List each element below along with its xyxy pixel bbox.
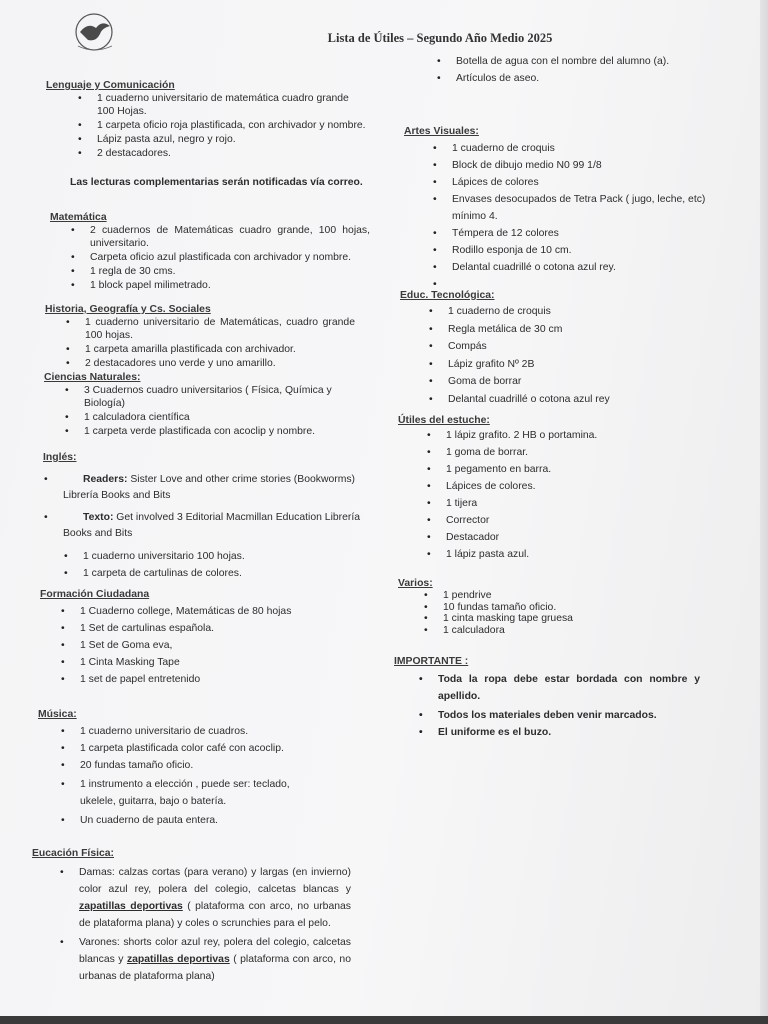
top-items-list bbox=[456, 55, 736, 89]
list-item: • 1 carpeta verde plastificada con acoclip y nombre. bbox=[84, 425, 354, 438]
list-item: • 2 cuadernos de Matemáticas cuadro grande, 100 hojas, universitario. bbox=[90, 224, 370, 250]
section-heading: Ciencias Naturales: bbox=[44, 372, 141, 383]
list-item: • Delantal cuadrillé o cotona azul rey. bbox=[452, 259, 724, 276]
list-item: • Compás bbox=[448, 338, 720, 356]
list-item: • Block de dibujo medio N0 99 1/8 bbox=[452, 157, 724, 174]
list-item: • Lápices de colores bbox=[452, 174, 724, 191]
section-artes bbox=[404, 125, 724, 293]
table-surface-edge bbox=[0, 1016, 768, 1024]
list-item: • 1 regla de 30 cms. bbox=[90, 265, 370, 278]
list-item: • 1 cuaderno universitario de cuadros. bbox=[80, 725, 358, 738]
section-heading: Lenguaje y Comunicación bbox=[46, 80, 175, 91]
list-item: • Un cuaderno de pauta entera. bbox=[80, 814, 358, 827]
list-item: • 1 lápiz pasta azul. bbox=[446, 546, 718, 563]
list-item: • 10 fundas tamaño oficio. bbox=[443, 602, 718, 614]
list-item: • Envases desocupados de Tetra Pack ( jugo, leche, etc) mínimo 4. bbox=[452, 191, 720, 225]
list-item-damas bbox=[79, 864, 351, 932]
texto-text: Get involved 3 Editorial Macmillan Education Librería Books and Bits bbox=[63, 512, 361, 539]
readers-item bbox=[63, 472, 388, 504]
list-item: • 1 carpeta oficio roja plastificada, con archivador y nombre. bbox=[97, 119, 366, 132]
list-item: • Rodillo esponja de 10 cm. bbox=[452, 242, 724, 259]
section-educacion-fisica bbox=[32, 847, 362, 985]
list-item: • 1 block papel milimetrado. bbox=[90, 279, 370, 292]
list-item: • Témpera de 12 colores bbox=[452, 225, 724, 242]
list-item: • 3 Cuadernos cuadro universitarios ( Física, Química y Biología) bbox=[84, 384, 354, 410]
list-item: • Destacador bbox=[446, 529, 718, 546]
item-list bbox=[452, 140, 724, 293]
readers-text: Sister Love and other crime stories (Bookworms) Librería Books and Bits bbox=[63, 474, 356, 501]
readers-label: Readers: bbox=[83, 474, 128, 485]
list-item: • 1 cuaderno de croquis bbox=[448, 303, 720, 321]
damas-text: Damas: calzas cortas (para verano) y largas (en invierno) color azul rey, polera del colegio, calcetas blancas y bbox=[79, 867, 351, 895]
section-heading: Matemática bbox=[50, 212, 107, 223]
section-heading: Formación Ciudadana bbox=[40, 589, 150, 600]
zapatillas-link: zapatillas deportivas bbox=[126, 954, 230, 965]
list-item: • Toda la ropa debe estar bordada con nombre y apellido. bbox=[438, 671, 700, 705]
list-item: • 2 destacadores uno verde y uno amarillo. bbox=[85, 357, 355, 370]
list-item: • 1 carpeta plastificada color café con acoclip. bbox=[80, 742, 358, 755]
list-item: • 2 destacadores. bbox=[97, 147, 366, 160]
item-list bbox=[90, 224, 370, 292]
section-ingles bbox=[43, 451, 388, 584]
list-item-varones bbox=[79, 934, 351, 985]
list-item: • 1 Set de Goma eva, bbox=[80, 639, 360, 652]
list-item: • Carpeta oficio azul plastificada con archivador y nombre. bbox=[90, 251, 370, 264]
section-heading: Eucación Física: bbox=[32, 848, 114, 859]
item-list bbox=[97, 92, 366, 160]
list-item: • 1 carpeta amarilla plastificada con archivador. bbox=[85, 343, 355, 356]
list-item: • Regla metálica de 30 cm bbox=[448, 321, 720, 339]
list-item: • 1 cuaderno universitario de Matemáticas, cuadro grande 100 hojas. bbox=[85, 316, 355, 342]
zapatillas-link: zapatillas deportivas bbox=[79, 901, 183, 912]
item-list bbox=[84, 384, 354, 438]
section-heading: Inglés: bbox=[43, 452, 77, 463]
list-item: • 1 cuaderno universitario de matemática cuadro grande 100 Hojas. bbox=[97, 92, 366, 118]
school-logo-icon bbox=[70, 12, 120, 56]
item-list bbox=[438, 671, 700, 741]
list-item: • 1 Cuaderno college, Matemáticas de 80 hojas bbox=[80, 605, 360, 618]
item-list bbox=[79, 864, 351, 985]
texto-label: Texto: bbox=[83, 512, 114, 523]
page-title: Lista de Útiles – Segundo Año Medio 2025 bbox=[327, 31, 553, 45]
section-heading: Útiles del estuche: bbox=[398, 415, 490, 426]
section-ciencias bbox=[44, 371, 354, 439]
item-list bbox=[446, 427, 718, 563]
list-item: • 1 Set de cartulinas española. bbox=[80, 622, 360, 635]
list-item: • 1 cuaderno universitario 100 hojas. bbox=[83, 550, 388, 563]
list-item: • Goma de borrar bbox=[448, 373, 720, 391]
varones-text-end: ( plataforma con arco, no urbanas de plataforma plana) bbox=[79, 954, 351, 982]
section-heading: Historia, Geografía y Cs. Sociales bbox=[45, 304, 211, 315]
list-item: • Lápiz pasta azul, negro y rojo. bbox=[97, 133, 366, 146]
section-heading: IMPORTANTE : bbox=[394, 656, 469, 667]
section-historia bbox=[45, 303, 355, 371]
section-estuche bbox=[398, 414, 718, 563]
list-item: • 1 set de papel entretenido bbox=[80, 673, 360, 686]
reading-list bbox=[63, 472, 388, 542]
list-item: • 1 tijera bbox=[446, 495, 718, 512]
section-tecnologica bbox=[400, 289, 720, 408]
item-list bbox=[443, 590, 718, 636]
list-item: • El uniforme es el buzo. bbox=[438, 724, 700, 741]
section-importante bbox=[394, 655, 714, 741]
varones-text: Varones: shorts color azul rey, polera del colegio, calcetas blancas y bbox=[79, 937, 351, 965]
list-item: • 1 lápiz grafito. 2 HB o portamina. bbox=[446, 427, 718, 444]
section-heading: Artes Visuales: bbox=[404, 126, 479, 137]
list-item: • 1 instrumento a elección , puede ser: teclado, ukelele, guitarra, bajo o batería. bbox=[80, 776, 320, 810]
item-list bbox=[83, 550, 388, 580]
lecturas-note: Las lecturas complementarias serán notificadas vía correo. bbox=[70, 177, 363, 188]
section-lenguaje bbox=[46, 79, 366, 161]
section-heading: Música: bbox=[38, 709, 77, 720]
list-item: • 1 cinta masking tape gruesa bbox=[443, 613, 718, 625]
list-item: • 1 calculadora científica bbox=[84, 411, 354, 424]
item-list bbox=[80, 725, 358, 827]
page-shadow-edge bbox=[760, 0, 768, 1024]
texto-item bbox=[63, 510, 388, 542]
list-item: • 1 calculadora bbox=[443, 625, 718, 637]
list-item: • 1 goma de borrar. bbox=[446, 444, 718, 461]
list-item: • Lápices de colores. bbox=[446, 478, 718, 495]
list-item: • Corrector bbox=[446, 512, 718, 529]
list-item: • Todos los materiales deben venir marcados. bbox=[438, 707, 700, 724]
item-list bbox=[80, 605, 360, 686]
list-item: • 20 fundas tamaño oficio. bbox=[80, 759, 358, 772]
damas-text-end: ( plataforma con arco, no urbanas de plataforma plana) y coles o scrunchies para el pelo. bbox=[79, 901, 351, 929]
list-item: • 1 pendrive bbox=[443, 590, 718, 602]
list-item: • Artículos de aseo. bbox=[456, 72, 736, 85]
list-item: • 1 cuaderno de croquis bbox=[452, 140, 724, 157]
section-matematica bbox=[50, 211, 370, 293]
item-list bbox=[85, 316, 355, 370]
list-item: • 1 carpeta de cartulinas de colores. bbox=[83, 567, 388, 580]
section-musica bbox=[38, 708, 358, 831]
section-varios bbox=[398, 577, 718, 636]
item-list bbox=[448, 303, 720, 408]
section-formacion bbox=[40, 588, 360, 690]
list-item: • Botella de agua con el nombre del alumno (a). bbox=[456, 55, 736, 68]
section-heading: Educ. Tecnológica: bbox=[400, 290, 495, 301]
list-item: • 1 pegamento en barra. bbox=[446, 461, 718, 478]
list-item: • 1 Cinta Masking Tape bbox=[80, 656, 360, 669]
list-item: • Delantal cuadrillé o cotona azul rey bbox=[448, 391, 720, 409]
list-item: • Lápiz grafito Nº 2B bbox=[448, 356, 720, 374]
section-heading: Varios: bbox=[398, 578, 433, 589]
